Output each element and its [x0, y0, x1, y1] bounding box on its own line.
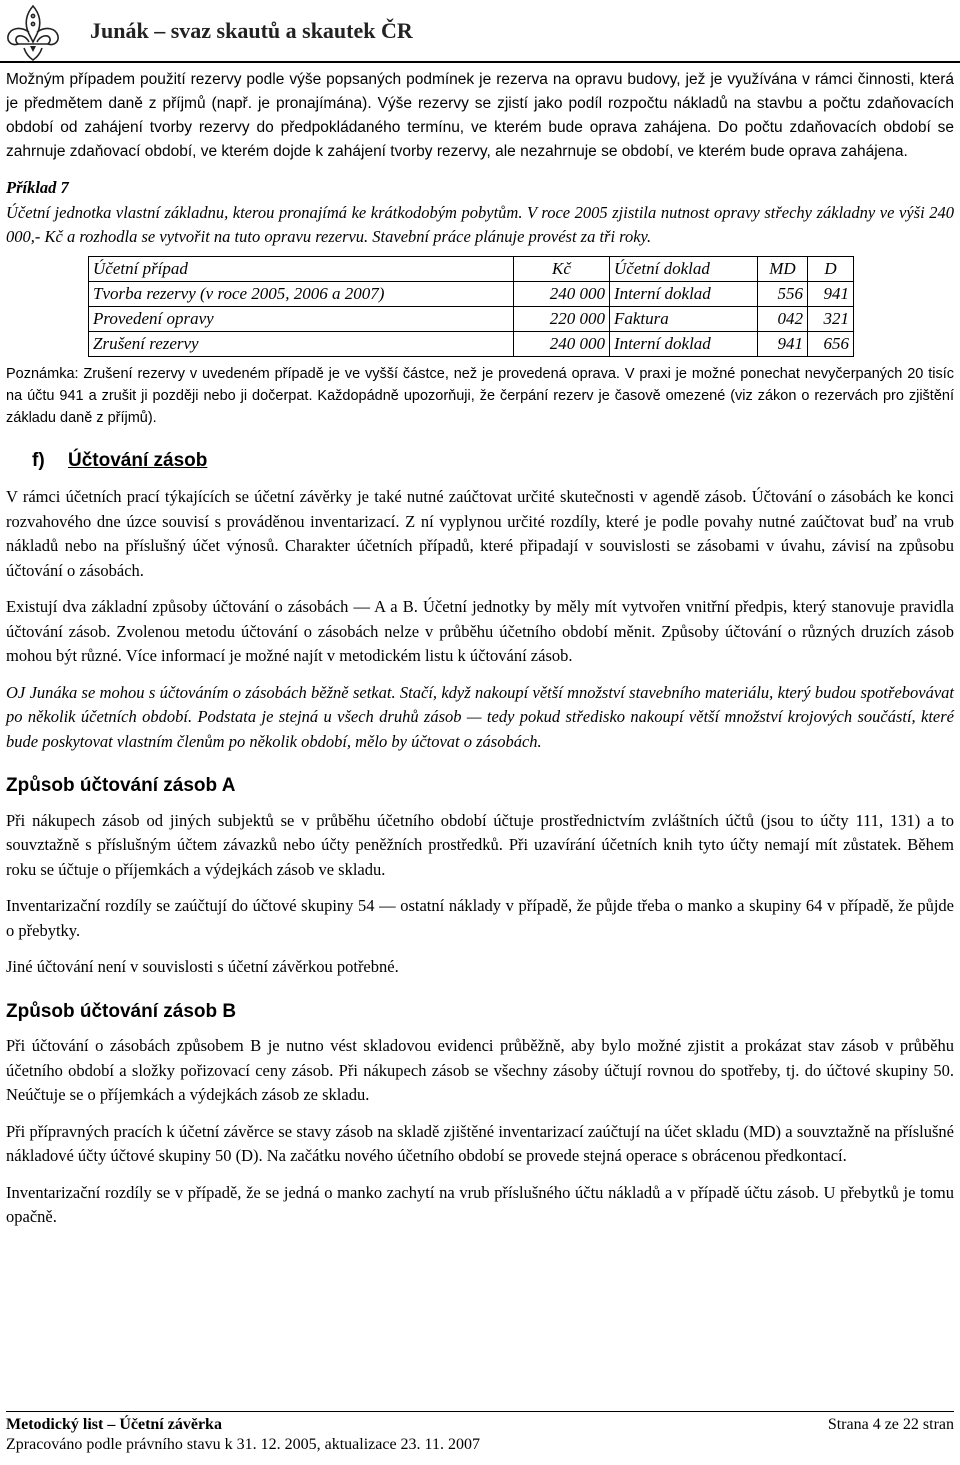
section-b-paragraph-1: Při účtování o zásobách způsobem B je nutno vést skladovou evidenci průběžně, aby bylo možné zjistit a prokázat stav zásob v průběhu účetního období a složky pořizovací ceny zásob. Při nákupech zásob se všechny zásoby účtují rovnou do spotřeby, tj. do účtové skupiny 50. Neúčtuje se o příjemkách a výdejkách zásob ze skladu.: [6, 1036, 954, 1104]
document-body: [6, 68, 954, 1230]
section-b-paragraph-2: Při přípravných pracích k účetní závěrce se stavy zásob na skladě zjištěné inventarizací zaúčtují na účet skladu (MD) a souvztažně na příslušné nákladové účty účtové skupiny 50 (D). Na začátku nového účetního období se provede stejná operace s obrácenou předkontací.: [6, 1121, 954, 1165]
footer-legal-note: Zpracováno podle právního stavu k 31. 12. 2005, aktualizace 23. 11. 2007: [6, 1436, 480, 1453]
table-cell: 656: [808, 331, 854, 356]
section-a-heading: Způsob účtování zásob A: [6, 775, 236, 796]
header-title: Junák – svaz skautů a skautek ČR: [90, 18, 413, 43]
section-f-paragraph-3: OJ Junáka se mohou s účtováním o zásobách běžně setkat. Stačí, když nakoupí větší množství stavebního materiálu, který budou spotřebovávat po několik účetních období. Podstata je stejná u všech druhů zásob — tedy pokud středisko nakoupí větší množství krojových součástí, které bude poskytovat vlastním členům po několik období, mělo by účtovat o zásobách.: [6, 682, 954, 751]
footer-doc-title: Metodický list – Účetní závěrka: [6, 1416, 222, 1433]
footer-page-number: Strana 4 ze 22 stran: [827, 1416, 954, 1433]
table-cell: 240 000: [514, 331, 610, 356]
example-table: [88, 256, 854, 357]
table-cell: 220 000: [514, 306, 610, 331]
section-f-heading: [32, 449, 954, 474]
table-cell: 941: [808, 281, 854, 306]
header-divider: [0, 61, 960, 63]
table-header-cell: Účetní případ: [89, 256, 514, 281]
section-f-paragraph-1: V rámci účetních prací týkajících se účetní závěrky je také nutné zaúčtovat určité skutečnosti v agendě zásob. Účtování o zásobách ke konci rozvahového dne úzce souvisí s prováděnou inventarizací. Z ní vyplynou určité rozdíly, které je podle povahy nutné zaúčtovat buď na vrub nákladů nebo na příslušný účet výnosů. Charakter účetních případů, které připadají v souvislosti se zásobami v úvahu, závisí na způsobu účtování o zásobách.: [6, 487, 954, 580]
table-cell: Interní doklad: [610, 281, 758, 306]
table-cell: Interní doklad: [610, 331, 758, 356]
table-cell: Faktura: [610, 306, 758, 331]
table-header-row: [89, 256, 854, 281]
section-f-label: f): [32, 449, 45, 471]
table-row: [89, 331, 854, 356]
section-f-paragraph-2: Existují dva základní způsoby účtování o zásobách — A a B. Účetní jednotky by měly mít vytvořen vnitřní předpis, který stanovuje pravidla účtování zásob. Zvolenou metodu účtování o zásobách nelze v průběhu účetního období měnit. Způsoby účtování o různých druzích zásob mohou být různé. Více informací je možné najít v metodickém listu k účtování zásob.: [6, 597, 954, 665]
table-cell: 321: [808, 306, 854, 331]
table-cell: 042: [758, 306, 808, 331]
table-header-cell: MD: [758, 256, 808, 281]
table-cell: Provedení opravy: [89, 306, 514, 331]
section-a-paragraph-3: Jiné účtování není v souvislosti s účetní závěrkou potřebné.: [6, 957, 399, 976]
table-header-cell: Kč: [514, 256, 610, 281]
reserve-text-b: Do počtu zdaňovacích období se zahrnuje zdaňovací období, ve kterém dojde k zahájení tvorby rezervy, ale nezahrnuje se období, ve kterém bude oprava zahájena.: [6, 119, 954, 160]
table-cell: 941: [758, 331, 808, 356]
reserve-text-a: Možným případem použití rezervy podle výše popsaných podmínek je rezerva na opravu budovy, jež je využívána v rámci činnosti, která je předmětem daně z příjmů (např. je pronajímána). Výše rezervy se zjistí jako podíl rozpočtu nákladů na stavbu a počtu zdaňovacích období od zahájení tvorby rezervy do předpokládaného termínu, ve kterém bude oprava zahájena.: [6, 71, 954, 136]
table-row: [89, 281, 854, 306]
table-cell: 240 000: [514, 281, 610, 306]
table-header-cell: Účetní doklad: [610, 256, 758, 281]
page-header: [0, 0, 960, 62]
reserve-paragraph: [6, 68, 954, 164]
section-b-heading: Způsob účtování zásob B: [6, 1000, 237, 1022]
section-f-title: Účtování zásob: [68, 449, 208, 471]
table-header-cell: D: [808, 256, 854, 281]
table-cell: Tvorba rezervy (v roce 2005, 2006 a 2007): [89, 281, 514, 306]
section-b-paragraph-3: Inventarizační rozdíly se v případě, že se jedná o manko zachytí na vrub příslušného účtu nákladů a v případě účtu zásob. U přebytků je tomu opačně.: [6, 1182, 954, 1226]
table-cell: Zrušení rezervy: [89, 331, 514, 356]
example-title: Příklad 7: [6, 178, 69, 197]
section-a-paragraph-2: Inventarizační rozdíly se zaúčtují do účtové skupiny 54 — ostatní náklady v případě, že půjde třeba o manko a skupiny 64 v případě, že půjde o přebytky.: [6, 896, 954, 940]
example-text: Účetní jednotka vlastní základnu, kterou pronajímá ke krátkodobým pobytům. V roce 2005 zjistila nutnost opravy střechy základny ve výši 240 000,- Kč a rozhodla se vytvořit na tuto opravu rezervu. Stavební práce plánuje provést za tři roky.: [6, 202, 954, 246]
footer-divider: [6, 1411, 954, 1412]
section-a-paragraph-1: Při nákupech zásob od jiných subjektů se v průběhu účetního období účtuje prostřednictvím zvláštních účtů (jsou to účty 111, 131) a to souvztažně s příslušným účtem závazků nebo účty peněžních prostředků. Při uzavírání účetních knih tyto účty nemají mít zůstatek. Během roku se účtuje o příjemkách a výdejkách zásob ve skladu.: [6, 810, 954, 879]
page-footer: [6, 1415, 954, 1455]
table-cell: 556: [758, 281, 808, 306]
table-row: [89, 306, 854, 331]
note-paragraph: Poznámka: Zrušení rezervy v uvedeném případě je ve vyšší částce, než je provedená oprava. V praxi je možné ponechat nevyčerpaných 20 tisíc na účtu 941 a zrušit ji později nebo ji dočerpat. Každopádně upozorňuji, že čerpání rezerv je časově omezené (viz zákon o rezervách pro zjištění základu daně z příjmů).: [6, 365, 954, 426]
scout-lily-logo: [2, 2, 64, 64]
